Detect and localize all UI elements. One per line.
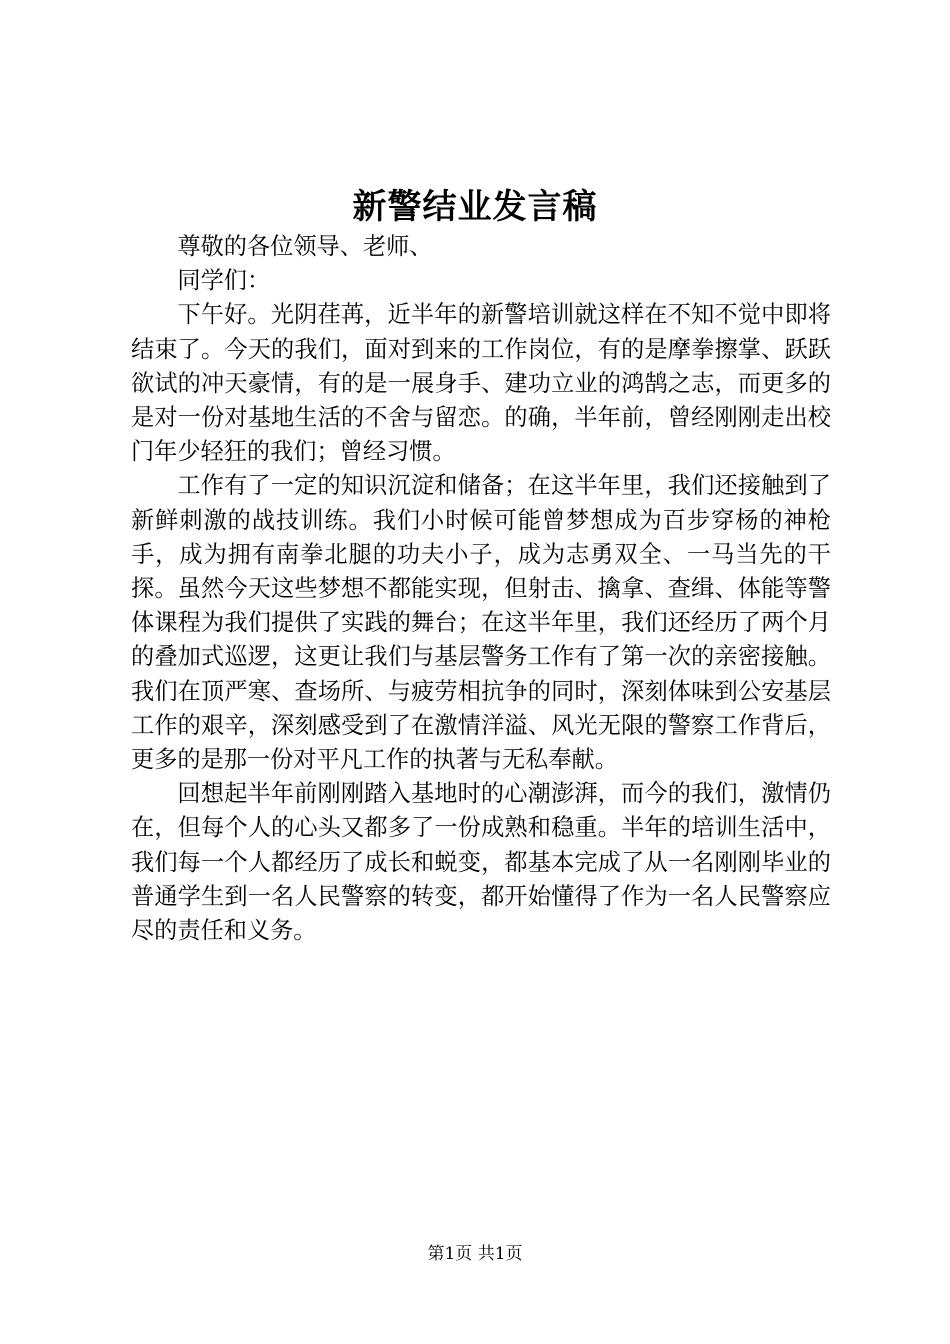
body-paragraph-2: 工作有了一定的知识沉淀和储备；在这半年里，我们还接触到了新鲜刺激的战技训练。我们小时候可能曾梦想成为百步穿杨的神枪手，成为拥有南拳北腿的功夫小子，成为志勇双全、一马当先的干探。虽然今天这些梦想不都能实现，但射击、擒拿、查缉、体能等警体课程为我们提供了实践的舞台；在这半年里，我们还经历了两个月的叠加式巡逻，这更让我们与基层警务工作有了第一次的亲密接触。我们在顶严寒、查场所、与疲劳相抗争的同时，深刻体味到公安基层工作的艰辛，深刻感受到了在激情洋溢、风光无限的警察工作背后，更多的是那一份对平凡工作的执著与无私奉献。 [131,472,831,774]
salutation-line-2: 同学们： [177,267,271,295]
document-body [131,230,831,948]
page-number-footer: 第1页 共1页 [427,1244,523,1264]
salutation-line-1: 尊敬的各位领导、老师、 [177,233,433,260]
body-paragraph-3: 回想起半年前刚刚踏入基地时的心潮澎湃，而今的我们，激情仍在，但每个人的心头又都多了一份成熟和稳重。半年的培训生活中，我们每一个人都经历了成长和蜕变，都基本完成了从一名刚刚毕业的普通学生到一名人民警察的转变，都开始懂得了作为一名人民警察应尽的责任和义务。 [131,780,831,945]
body-paragraph-1: 下午好。光阴荏苒，近半年的新警培训就这样在不知不觉中即将结束了。今天的我们，面对到来的工作岗位，有的是摩拳擦掌、跃跃欲试的冲天豪情，有的是一展身手、建功立业的鸿鹄之志，而更多的是对一份对基地生活的不舍与留恋。的确，半年前，曾经刚刚走出校门年少轻狂的我们；曾经习惯。 [131,301,831,466]
document-title: 新警结业发言稿 [352,187,598,227]
